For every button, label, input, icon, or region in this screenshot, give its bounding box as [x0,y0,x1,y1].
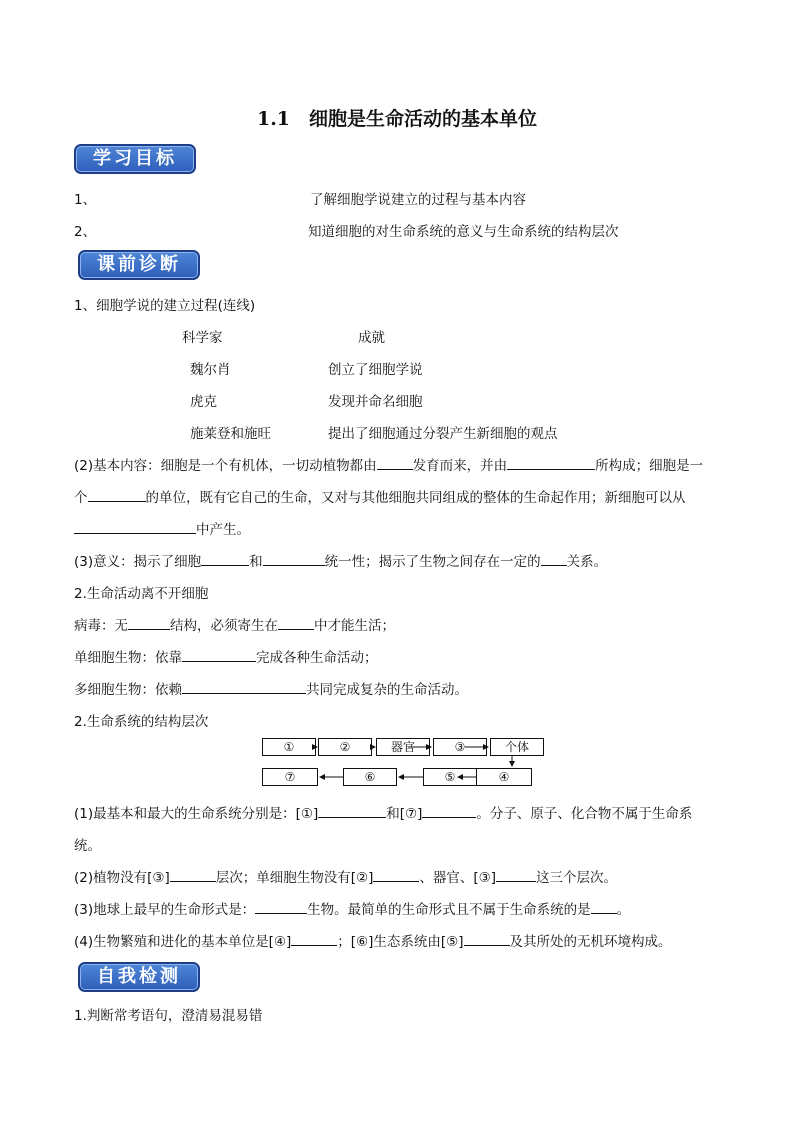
answer-blank[interactable] [291,931,337,946]
text-fragment: (3)地球上最早的生命形式是： [74,902,256,918]
hierarchy-box-organ: 器官 [376,738,430,756]
text-fragment: 共同完成复杂的生命活动。 [306,682,468,698]
text-fragment: 生物。最简单的生命形式且不属于生命系统的是 [307,902,591,918]
text-fragment: 完成各种生命活动； [256,650,378,666]
section-banner-goals: 学习目标 [74,144,196,174]
column-header-scientist: 科学家 [182,330,223,346]
text-fragment: 和[⑦] [386,806,423,822]
question-b-line [74,866,617,886]
goal-1-text: 了解细胞学说建立的过程与基本内容 [310,192,526,208]
goal-1-number: 1、 [74,192,97,208]
text-fragment: (4)生物繁殖和进化的基本单位是[④] [74,934,292,950]
question-a-line-2: 统。 [74,838,101,854]
self-check-question-1: 1.判断常考语句，澄清易混易错 [74,1008,263,1024]
page-title: 1.1 细胞是生命活动的基本单位 [256,108,538,130]
text-fragment: 和 [249,554,263,570]
hierarchy-heading: 2.生命系统的结构层次 [74,714,209,730]
text-fragment: 个 [74,490,88,506]
text-fragment: (1)最基本和最大的生命系统分别是：[①] [74,806,319,822]
answer-blank[interactable] [464,931,510,946]
question-1-heading: 1、细胞学说的建立过程(连线) [74,298,256,314]
text-fragment: (2)植物没有[③] [74,870,170,886]
answer-blank[interactable] [591,899,617,914]
text-fragment: 中才能生活； [314,618,395,634]
hierarchy-box-5: ⑤ [423,768,477,786]
text-fragment: 及其所处的无机环境构成。 [509,934,672,950]
text-fragment: 单细胞生物：依靠 [74,650,182,666]
hierarchy-box-7: ⑦ [262,768,318,786]
text-fragment: 病毒：无 [74,618,128,634]
answer-blank[interactable] [318,803,386,818]
goal-2-text: 知道细胞的对生命系统的意义与生命系统的结构层次 [308,224,619,240]
answer-blank[interactable] [373,867,419,882]
text-fragment: 多细胞生物：依赖 [74,682,182,698]
hierarchy-box-2: ② [318,738,372,756]
section-banner-pre: 课前诊断 [78,250,200,280]
hierarchy-box-6: ⑥ [343,768,397,786]
achievement-item: 发现并命名细胞 [328,394,423,410]
text-fragment: 发育而来，并由 [412,458,508,474]
scientist-item: 虎克 [190,394,217,410]
hierarchy-box-4: ④ [476,768,532,786]
hierarchy-box-individual: 个体 [490,738,544,756]
hierarchy-box-1: ① [262,738,316,756]
scientist-item: 施莱登和施旺 [190,426,271,442]
text-fragment: 、器官、[③] [419,870,497,886]
text-fragment: 关系。 [566,554,608,570]
text-fragment: 的单位，既有它自己的生命，又对与其他细胞共同组成的整体的生命起作用；新细胞可以从 [145,490,686,506]
text-fragment: ；[⑥]生态系统由[⑤] [337,934,464,950]
text-fragment: 统一性；揭示了生物之间存在一定的 [324,554,541,570]
text-fragment: 层次；单细胞生物没有[②] [215,870,374,886]
text-fragment: (3)意义：揭示了细胞 [74,554,202,570]
column-header-achievement: 成就 [358,330,385,346]
text-fragment: 这三个层次。 [536,870,618,886]
question-a-line-1 [74,802,692,822]
section-banner-self-check: 自我检测 [78,962,200,992]
life-heading: 2.生命活动离不开细胞 [74,586,209,602]
text-fragment: 中产生。 [196,522,250,538]
question-d-line [74,930,672,950]
hierarchy-box-3: ③ [433,738,487,756]
achievement-item: 创立了细胞学说 [328,362,423,378]
answer-blank[interactable] [422,803,476,818]
answer-blank[interactable] [255,899,307,914]
text-fragment: 。 [616,902,631,918]
goal-2-number: 2、 [74,224,97,240]
text-fragment: 。分子、原子、化合物不属于生命系 [476,806,693,822]
answer-blank[interactable] [170,867,216,882]
question-c-line [74,898,630,918]
scientist-item: 魏尔肖 [190,362,231,378]
answer-blank[interactable] [496,867,536,882]
text-fragment: (2)基本内容：细胞是一个有机体，一切动植物都由 [74,458,377,474]
achievement-item: 提出了细胞通过分裂产生新细胞的观点 [328,426,558,442]
text-fragment: 结构，必须寄生在 [170,618,278,634]
text-fragment: 所构成；细胞是一 [595,458,704,474]
